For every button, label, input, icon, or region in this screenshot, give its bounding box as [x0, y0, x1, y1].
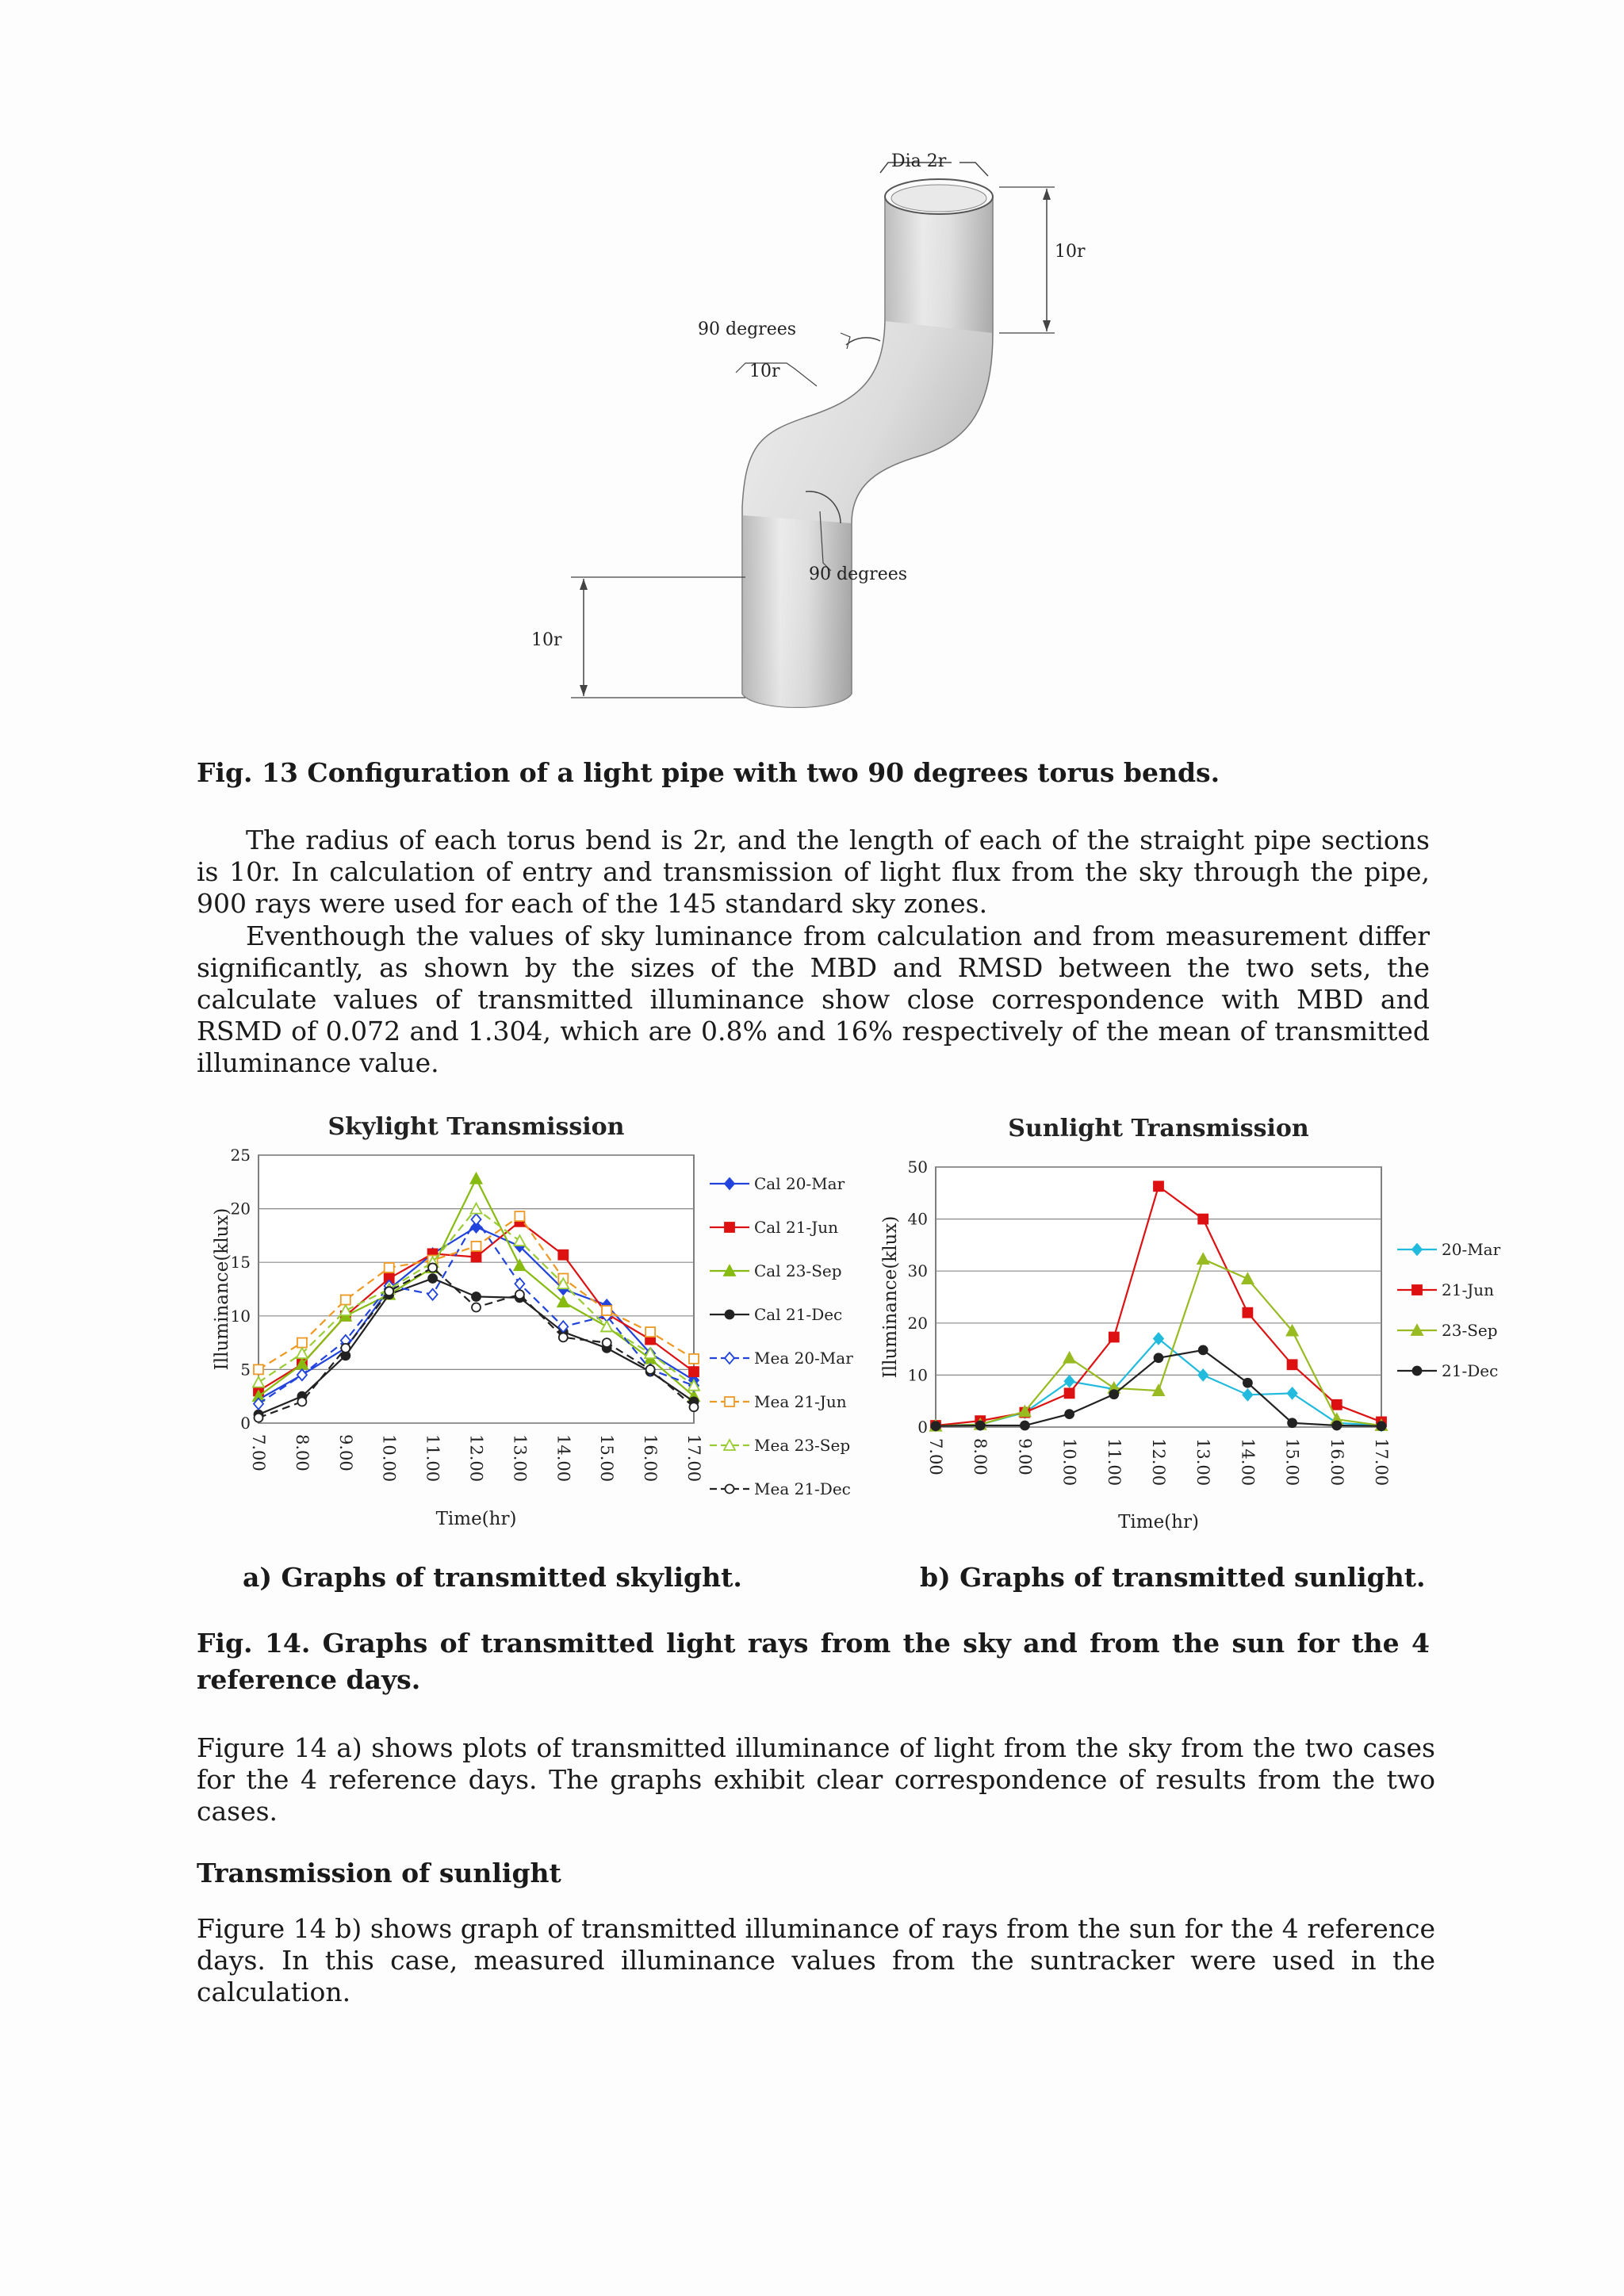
- bend-top-label: 90 degrees: [698, 320, 797, 339]
- top-length-label: 10r: [1055, 242, 1086, 262]
- sky-legend-marker: [726, 1485, 734, 1494]
- sky-ytick-label: 15: [230, 1253, 251, 1272]
- sky-data-point: [689, 1354, 699, 1364]
- sky-data-point: [297, 1397, 306, 1406]
- sky-xtick-label: 17.00: [684, 1434, 703, 1483]
- pipe-top-straight: [885, 197, 993, 333]
- sun-xtick-label: 11.00: [1104, 1438, 1124, 1487]
- sky-data-point: [297, 1338, 307, 1348]
- sky-legend-label: Cal 21-Jun: [754, 1218, 838, 1237]
- sky-xtick-label: 15.00: [597, 1434, 617, 1483]
- pipe-bottom-straight: [742, 515, 852, 707]
- sun-ytick-label: 20: [907, 1313, 928, 1333]
- sun-xtick-label: 17.00: [1372, 1438, 1391, 1487]
- sky-xtick-label: 8.00: [292, 1434, 312, 1471]
- sun-data-point: [1199, 1345, 1208, 1354]
- sky-xlabel: Time(hr): [435, 1509, 517, 1529]
- figure-13-caption: Fig. 13 Configuration of a light pipe with two 90 degrees torus bends.: [197, 757, 1220, 788]
- sun-legend-marker: [1413, 1367, 1422, 1376]
- sun-legend-marker: [1412, 1285, 1422, 1295]
- sun-data-point: [1155, 1353, 1163, 1362]
- sky-legend-marker: [725, 1353, 734, 1364]
- sun-xtick-label: 13.00: [1193, 1438, 1213, 1487]
- sky-data-point: [472, 1242, 481, 1251]
- sky-xtick-label: 13.00: [510, 1434, 530, 1483]
- sun-data-point: [976, 1422, 985, 1430]
- sky-plot-area: [259, 1155, 694, 1423]
- sun-data-point: [1288, 1418, 1297, 1427]
- sun-ytick-label: 0: [917, 1418, 928, 1437]
- sky-ytick-label: 0: [240, 1414, 251, 1433]
- section-heading: Transmission of sunlight: [197, 1858, 561, 1888]
- bend-bottom-label: 90 degrees: [809, 564, 908, 584]
- sky-data-point: [428, 1263, 437, 1272]
- sky-data-point: [255, 1414, 263, 1422]
- sky-ytick-label: 20: [230, 1199, 251, 1219]
- sun-xtick-label: 7.00: [926, 1438, 945, 1475]
- sun-xtick-label: 9.00: [1015, 1438, 1035, 1475]
- sky-data-point: [602, 1306, 611, 1315]
- sky-ylabel: Illuminance(klux): [212, 1207, 232, 1371]
- sun-xtick-label: 15.00: [1282, 1438, 1302, 1487]
- paragraph-2: Eventhough the values of sky luminance from calculation and from measurement differ significantly, as shown by the sizes of the MBD and RMSD between the two sets, the calculate values of transmitted illuminance show close correspondence with MBD and RSMD of 0.072 and 1.304, which are 0.8% and 16% respectively of the mean of transmitted illuminance value.: [197, 920, 1430, 1078]
- sky-xtick-label: 14.00: [553, 1434, 573, 1483]
- bend-top-arc: [846, 338, 880, 345]
- sky-xtick-label: 9.00: [335, 1434, 355, 1471]
- sky-data-point: [341, 1344, 350, 1353]
- sun-data-point: [1243, 1379, 1252, 1387]
- sky-data-point: [559, 1333, 568, 1341]
- sun-xtick-label: 16.00: [1327, 1438, 1346, 1487]
- subcaption-b: b) Graphs of transmitted sunlight.: [920, 1562, 1426, 1593]
- sky-data-point: [645, 1327, 655, 1337]
- bend-radius-label: 10r: [749, 362, 780, 381]
- sky-title: Skylight Transmission: [327, 1113, 625, 1141]
- sun-data-point: [1154, 1181, 1163, 1191]
- sun-data-point: [1332, 1422, 1341, 1430]
- sky-ytick-label: 25: [230, 1146, 251, 1165]
- sun-ytick-label: 30: [907, 1261, 928, 1281]
- sky-ytick-label: 5: [240, 1360, 251, 1380]
- sun-legend-label: 20-Mar: [1442, 1240, 1501, 1259]
- sun-legend-label: 21-Jun: [1442, 1280, 1494, 1299]
- sun-legend-marker: [1412, 1244, 1422, 1255]
- sun-title: Sunlight Transmission: [1008, 1115, 1309, 1142]
- skylight-chart: [206, 1104, 904, 1548]
- sky-data-point: [341, 1295, 350, 1305]
- sky-data-point: [690, 1402, 699, 1411]
- sky-legend-label: Mea 20-Mar: [754, 1349, 853, 1368]
- bottom-length-label: 10r: [531, 630, 562, 650]
- sky-xtick-label: 12.00: [466, 1434, 486, 1483]
- sky-data-point: [515, 1290, 524, 1299]
- sun-legend-label: 21-Dec: [1442, 1361, 1499, 1380]
- paragraph-3: Figure 14 a) shows plots of transmitted illuminance of light from the sky from the two cases for the 4 reference days. The graphs exhibit clear correspondence of results from the two cases.: [197, 1732, 1435, 1827]
- sun-data-point: [1065, 1388, 1074, 1398]
- sky-xtick-label: 11.00: [423, 1434, 442, 1483]
- sky-xtick-label: 10.00: [379, 1434, 399, 1483]
- sun-xtick-label: 10.00: [1059, 1438, 1079, 1487]
- sun-data-point: [1288, 1360, 1297, 1369]
- sun-ytick-label: 50: [907, 1158, 928, 1177]
- sun-data-point: [1021, 1422, 1029, 1430]
- sun-ylabel: Illuminance(klux): [880, 1215, 901, 1379]
- sun-ytick-label: 40: [907, 1209, 928, 1229]
- sky-legend-label: Cal 20-Mar: [754, 1174, 845, 1193]
- sun-data-point: [1332, 1400, 1342, 1410]
- sky-data-point: [385, 1287, 393, 1295]
- sun-data-point: [1065, 1410, 1074, 1418]
- sky-ytick-label: 10: [230, 1306, 251, 1326]
- sun-xtick-label: 14.00: [1238, 1438, 1258, 1487]
- sun-data-point: [1198, 1215, 1208, 1224]
- sky-legend-marker: [725, 1178, 734, 1189]
- sun-xlabel: Time(hr): [1118, 1512, 1199, 1533]
- sky-data-point: [558, 1250, 568, 1260]
- sky-legend-marker: [725, 1223, 734, 1232]
- sky-xtick-label: 7.00: [249, 1434, 268, 1471]
- sky-legend-label: Cal 23-Sep: [754, 1261, 842, 1280]
- dia-label: Dia 2r: [891, 151, 947, 171]
- sky-legend-label: Mea 21-Jun: [754, 1392, 847, 1411]
- sky-legend-label: Mea 21-Dec: [754, 1479, 851, 1498]
- sky-data-point: [254, 1364, 263, 1374]
- sky-legend-marker: [726, 1311, 734, 1319]
- sky-data-point: [385, 1263, 394, 1272]
- sun-xtick-label: 8.00: [971, 1438, 990, 1475]
- sun-ytick-label: 10: [907, 1365, 928, 1385]
- sky-data-point: [472, 1252, 481, 1261]
- sky-legend-marker: [725, 1397, 734, 1406]
- sunlight-chart: [872, 1104, 1522, 1548]
- sun-data-point: [1243, 1308, 1252, 1318]
- sky-data-point: [472, 1303, 481, 1311]
- sky-xtick-label: 16.00: [641, 1434, 661, 1483]
- subcaption-a: a) Graphs of transmitted skylight.: [243, 1562, 742, 1593]
- sky-data-point: [646, 1365, 655, 1374]
- paragraph-1: The radius of each torus bend is 2r, and the length of each of the straight pipe sections is 10r. In calculation of entry and transmission of light flux from the sky through the pipe, 900 rays were used for each of the 145 standard sky zones.: [197, 825, 1430, 919]
- sky-data-point: [472, 1292, 481, 1301]
- sky-data-point: [428, 1274, 437, 1283]
- sun-legend-label: 23-Sep: [1442, 1321, 1498, 1340]
- sun-data-point: [1109, 1390, 1118, 1399]
- sun-xtick-label: 12.00: [1149, 1438, 1168, 1487]
- sun-data-point: [1377, 1422, 1386, 1430]
- sky-data-point: [603, 1338, 611, 1347]
- light-pipe-figure: [508, 143, 1110, 729]
- paragraph-4: Figure 14 b) shows graph of transmitted illuminance of rays from the sun for the 4 reference days. In this case, measured illuminance values from the suntracker were used in the calculation.: [197, 1913, 1435, 2007]
- sky-data-point: [689, 1367, 699, 1376]
- sun-data-point: [1109, 1333, 1119, 1342]
- sky-legend-label: Mea 23-Sep: [754, 1436, 851, 1455]
- sun-data-point: [932, 1422, 940, 1430]
- figure-14-caption: Fig. 14. Graphs of transmitted light rays from the sky and from the sun for the 4 reference days.: [197, 1628, 1430, 1695]
- sky-data-point: [515, 1211, 524, 1221]
- sky-legend-label: Cal 21-Dec: [754, 1305, 843, 1324]
